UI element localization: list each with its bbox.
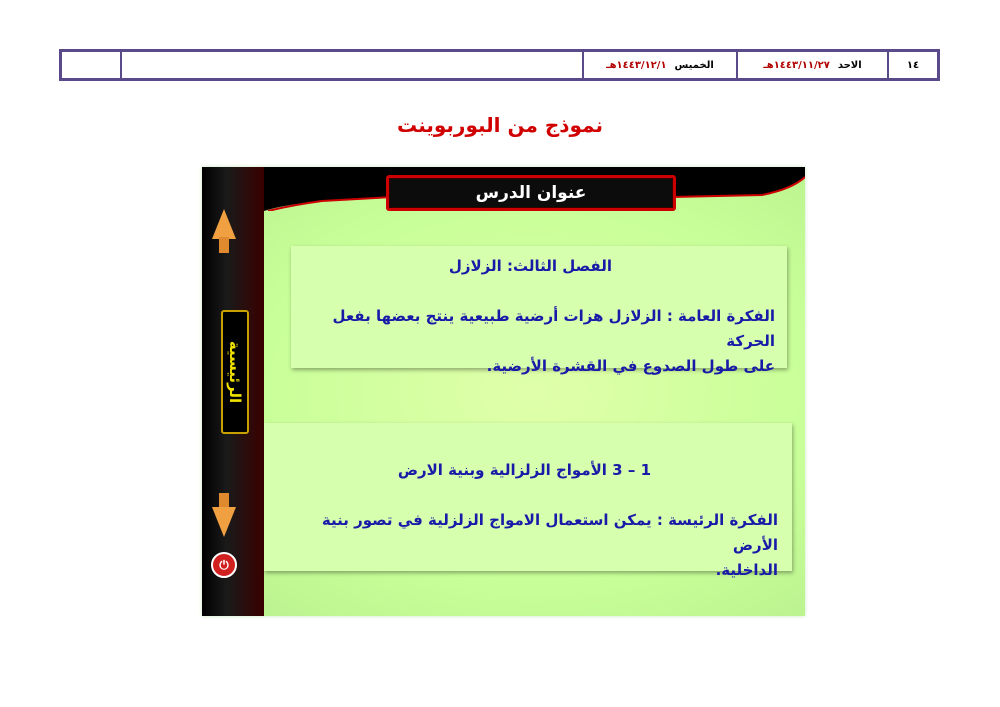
header-date-2: الخميس ١٤٤٣/١٢/١هـ [582,52,736,78]
box2-line2: الداخلية. [715,561,778,579]
box1-line2: على طول الصدوع في القشرة الأرضية. [486,357,775,375]
header-number: ١٤ [887,52,937,78]
box1-line1: الفكرة العامة : الزلازل هزات أرضية طبيعية ينتج بعضها بفعل الحركة [332,307,775,350]
slide-side-bar [202,167,264,616]
page-title: نموذج من البوربوينت [397,113,603,137]
box1-heading: الفصل الثالث: الزلازل [448,257,612,275]
arrow-up-icon[interactable] [212,209,236,239]
arrow-down-icon[interactable] [212,507,236,537]
box2-line1: الفكرة الرئيسة : يمكن استعمال الامواج الزلزلية في تصور بنية الأرض [321,511,778,554]
box2-heading: 1 – 3 الأمواج الزلزالية وبنية الارض [397,461,651,479]
lesson-title: عنوان الدرس [386,175,676,211]
header-empty-cell [120,52,582,78]
home-button[interactable]: الرئيسية [221,310,249,434]
header-date-1: الاحد ١٤٤٣/١١/٢٧هـ [736,52,887,78]
header-last-cell [62,52,120,78]
content-box-1 [291,246,787,375]
content-box-2 [264,423,792,579]
power-icon[interactable]: ⏻ [211,552,237,578]
slide-image [202,167,805,616]
header-table [59,49,940,81]
